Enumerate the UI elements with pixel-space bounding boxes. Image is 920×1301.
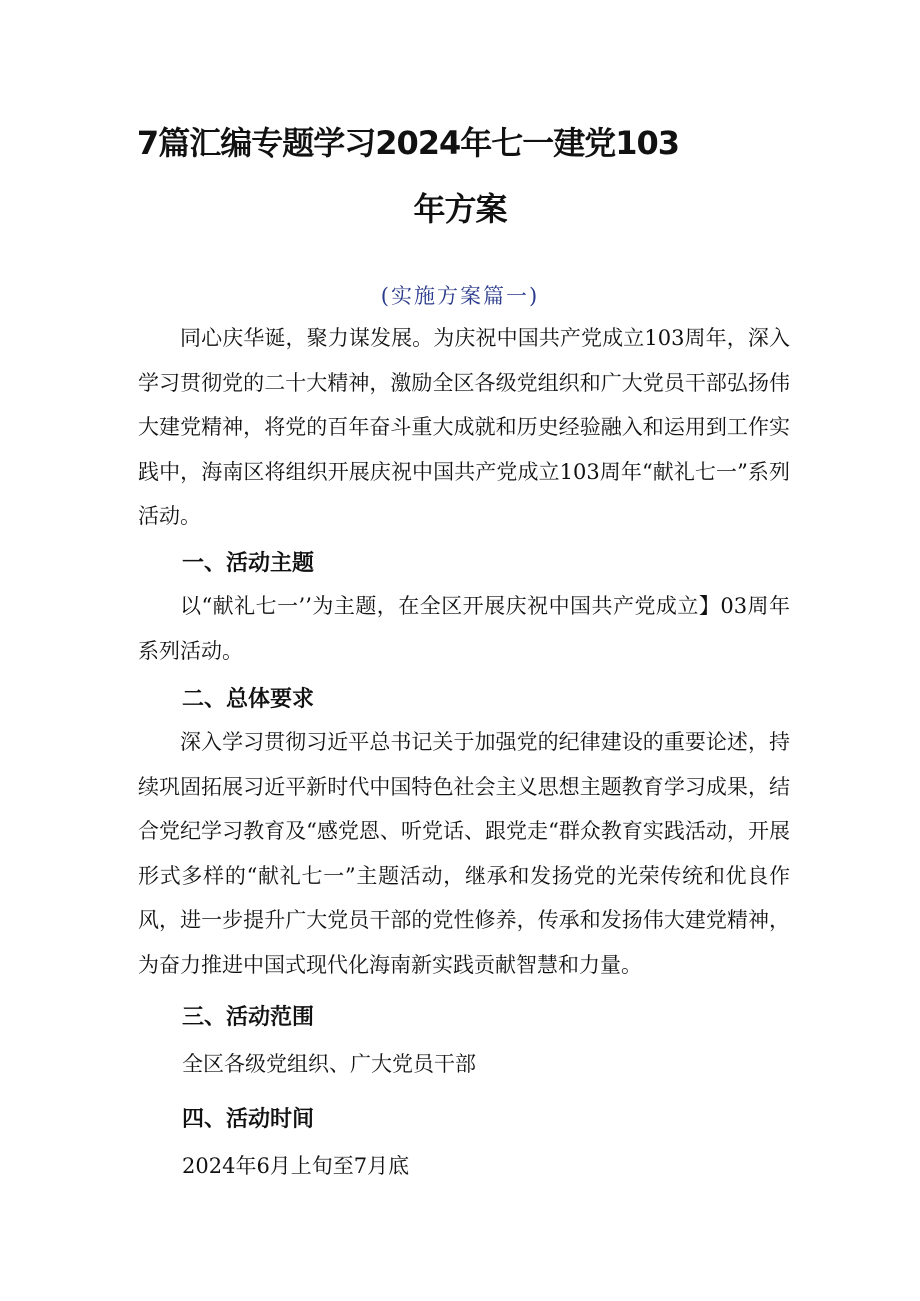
section-heading-requirements: 二、总体要求: [182, 687, 315, 712]
section-text-requirements: 深入学习贯彻习近平总书记关于加强党的纪律建设的重要论述，持续巩固拓展习近平新时代中国特色社会主义思想主题教育学习成果，结合党纪学习教育及“感党恩、听党话、跟党走“群众教育实践活动，开展形式多样的“献礼七一”主题活动，继承和发扬党的光荣传统和优良作风，进一步提升广大党员干部的党性修养，传承和发扬伟大建党精神，为奋力推进中国式现代化海南新实践贡献智慧和力量。: [138, 730, 790, 977]
document-title-line1: 7篇汇编专题学习2024年七一建党103: [136, 124, 680, 162]
section-heading-time: 四、活动时间: [182, 1107, 315, 1132]
section-text-time: 2024年6月上旬至7月底: [182, 1154, 410, 1178]
intro-paragraph: 同心庆华诞，聚力谋发展。为庆祝中国共产党成立103周年，深入学习贯彻党的二十大精神，激励全区各级党组织和广大党员干部弘扬伟大建党精神，将党的百年奋斗重大成就和历史经验融入和运用到工作实践中，海南区将组织开展庆祝中国共产党成立103周年“献礼七一”系列活动。: [138, 326, 790, 528]
section-heading-theme: 一、活动主题: [182, 551, 315, 576]
document-title-line2: 年方案: [413, 190, 507, 228]
section-text-theme: 以“献礼七一’’为主题，在全区开展庆祝中国共产党成立】03周年系列活动。: [138, 594, 790, 663]
section-text-scope: 全区各级党组织、广大党员干部: [182, 1052, 476, 1076]
section-heading-scope: 三、活动范围: [182, 1005, 315, 1030]
document-subtitle: (实施方案篇一): [380, 284, 540, 308]
